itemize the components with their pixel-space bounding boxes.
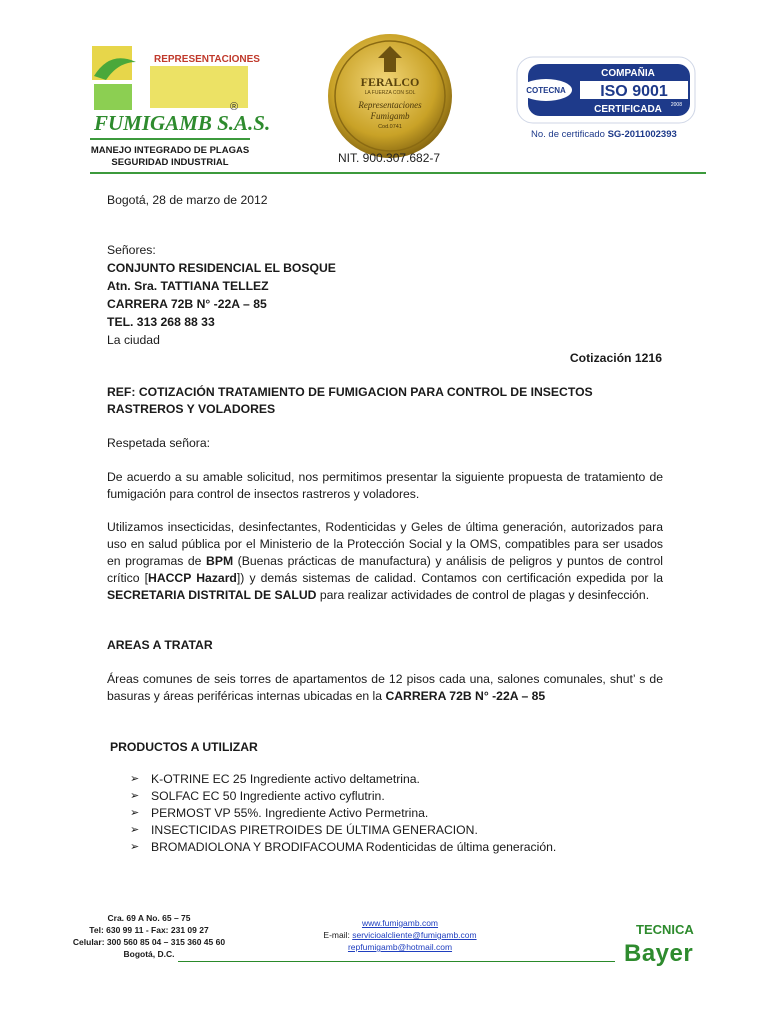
header-divider: [90, 172, 706, 174]
products-heading: PRODUCTOS A UTILIZAR: [110, 740, 258, 754]
recipient-address: CARRERA 72B N° -22A – 85: [107, 297, 267, 311]
product-text: K-OTRINE EC 25 Ingrediente activo deltametrina.: [151, 772, 420, 786]
iso-9001-badge: [516, 56, 696, 124]
products-list: [130, 771, 556, 856]
recipient-name: CONJUNTO RESIDENCIAL EL BOSQUE: [107, 261, 336, 275]
email-label: E-mail:: [323, 930, 353, 940]
seal-line-1: Representaciones: [358, 100, 422, 110]
subtitle-line-2: SEGURIDAD INDUSTRIAL: [111, 157, 229, 168]
seal-line-2: Fumigamb: [370, 111, 410, 121]
list-item: [130, 822, 556, 839]
iso-9001-text: ISO 9001: [600, 83, 668, 100]
reference-line: REF: COTIZACIÓN TRATAMIENTO DE FUMIGACION PARA CONTROL DE INSECTOS RASTREROS Y VOLADORES: [107, 385, 593, 416]
footer-cell: Celular: 300 560 85 04 – 315 360 45 60: [72, 937, 226, 947]
para2-bpm: BPM: [206, 554, 234, 568]
list-item: [130, 771, 556, 788]
footer-contact: [60, 912, 238, 960]
salutation-to: Señores:: [107, 243, 156, 257]
email-link-primary[interactable]: servicioalcliente@fumigamb.com: [352, 930, 477, 940]
cert-value: SG-2011002393: [607, 129, 677, 140]
arrow-bullet-icon: ➢: [130, 841, 140, 853]
certificate-number: [531, 129, 677, 140]
recipient-block: [107, 241, 336, 349]
letter-date: Bogotá, 28 de marzo de 2012: [107, 193, 268, 207]
iso-certificada: CERTIFICADA: [594, 104, 662, 115]
recipient-city: La ciudad: [107, 333, 160, 347]
intro-paragraph: De acuerdo a su amable solicitud, nos permitimos presentar la siguiente propuesta de tratamiento de fumigación para control de insectos rastreros y voladores.: [107, 470, 663, 501]
recipient-phone: TEL. 313 268 88 33: [107, 315, 215, 329]
footer-city: Bogotá, D.C.: [123, 949, 175, 959]
para2-part-d: para realizar actividades de control de plagas y desinfección.: [316, 588, 650, 602]
footer-divider: [178, 961, 615, 962]
seal-feralco: FERALCO: [360, 75, 420, 89]
footer-phones: Tel: 630 99 11 - Fax: 231 09 27: [89, 925, 209, 935]
logo-green-block: [94, 84, 132, 110]
logo-representaciones: REPRESENTACIONES: [154, 54, 260, 65]
footer-address: Cra. 69 A No. 65 – 75: [107, 913, 191, 923]
seal-graphic: [326, 32, 454, 160]
iso-year: 2008: [670, 102, 682, 108]
areas-address: CARRERA 72B N° -22A – 85: [385, 689, 546, 703]
recipient-attn: Atn. Sra. TATTIANA TELLEZ: [107, 279, 269, 293]
product-text: PERMOST VP 55%. Ingrediente Activo Permetrina.: [151, 806, 429, 820]
iso-compania: COMPAÑIA: [601, 68, 655, 79]
methods-paragraph: [107, 519, 663, 604]
list-item: [130, 839, 556, 856]
list-item: [130, 805, 556, 822]
arrow-bullet-icon: ➢: [130, 807, 140, 819]
feralco-seal: [326, 32, 454, 160]
email-link-secondary[interactable]: repfumigamb@hotmail.com: [347, 942, 453, 952]
quote-number: Cotización 1216: [569, 351, 662, 365]
logo-registered-mark: ®: [230, 101, 239, 113]
logo-company-name: FUMIGAMB S.A.S.: [94, 111, 271, 135]
fumigamb-logo: [90, 44, 271, 140]
para2-haccp: HACCP Hazard: [148, 571, 237, 585]
areas-heading: AREAS A TRATAR: [107, 638, 213, 652]
para2-part-c: ]) y demás sistemas de calidad. Contamos con certificación expedida por la: [236, 571, 664, 585]
iso-badge-graphic: [516, 56, 696, 124]
logo-underline: [90, 138, 250, 140]
areas-text: Áreas comunes de seis torres de apartamentos de 12 pisos cada una, salones comunales, shut’ s de basuras y áreas periféricas internas ubicadas en la: [107, 672, 663, 703]
seal-line-3: Cod.0741: [378, 124, 402, 130]
arrow-bullet-icon: ➢: [130, 824, 140, 836]
para2-part-b: (Buenas prácticas de manufactura) y análisis de peligros y puntos de control crítico [: [107, 554, 663, 585]
website-link[interactable]: www.fumigamb.com: [361, 918, 439, 928]
arrow-bullet-icon: ➢: [130, 790, 140, 802]
fumigamb-logo-graphic: [90, 44, 271, 140]
cotecna-text: COTECNA: [526, 86, 566, 95]
footer-links: [290, 917, 510, 953]
areas-paragraph: [107, 671, 663, 705]
tecnica-label: TECNICA: [636, 922, 694, 937]
company-subtitle: [70, 145, 270, 169]
greeting: Respetada señora:: [107, 436, 210, 450]
cert-label: No. de certificado: [531, 129, 605, 140]
list-item: [130, 788, 556, 805]
product-text: SOLFAC EC 50 Ingrediente activo cyflutrin.: [151, 789, 385, 803]
seal-tagline: LA FUERZA CON SOL: [364, 90, 416, 96]
product-text: INSECTICIDAS PIRETROIDES DE ÚLTIMA GENERACION.: [151, 823, 478, 837]
bayer-logo: Bayer: [624, 940, 694, 967]
subtitle-line-1: MANEJO INTEGRADO DE PLAGAS: [90, 145, 250, 156]
product-text: BROMADIOLONA Y BRODIFACOUMA Rodenticidas de última generación.: [151, 840, 557, 854]
para2-part-a: Utilizamos insecticidas, desinfectantes, Rodenticidas y Geles de última generación, autorizados para uso en salud pública por el Ministerio de la Protección Social y la OMS, compatibles para ser usados en programas de: [107, 520, 663, 568]
company-nit: NIT. 900.307.682-7: [338, 151, 441, 165]
para2-secretaria: SECRETARIA DISTRITAL DE SALUD: [107, 588, 317, 602]
arrow-bullet-icon: ➢: [130, 773, 140, 785]
